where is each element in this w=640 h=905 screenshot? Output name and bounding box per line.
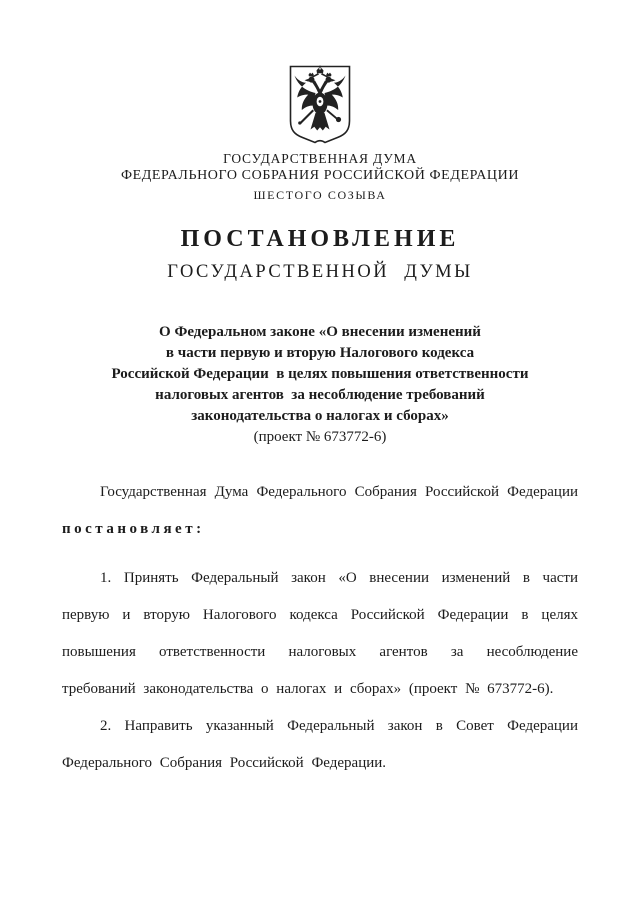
header-convocation: ШЕСТОГО СОЗЫВА [253,188,387,202]
subject-line: в части первую и вторую Налогового кодекса [165,345,475,361]
coat-of-arms [285,64,355,148]
title-duma: ГОСУДАРСТВЕННОЙ ДУМЫ [167,262,473,282]
russian-coat-of-arms-icon [285,64,355,148]
header-assembly: ФЕДЕРАЛЬНОГО СОБРАНИЯ РОССИЙСКОЙ ФЕДЕРАЦИИ [120,168,520,183]
decree-word: постановляет: [62,521,205,537]
title-resolution: ПОСТАНОВЛЕНИЕ [180,226,460,252]
subject-line: налоговых агентов за несоблюдение требований [155,387,485,403]
project-number: (проект № 673772-6) [253,429,387,445]
decree-item-1: 1. Принять Федеральный закон «О внесении изменений в части первую и вторую Налогового кодекса Российской Федерации в целях повышения ответственности налоговых агентов за несоблюдение требований законодательства о налогах и сборах» (проект № 673772-6). [62,570,578,697]
decree-intro-text: Государственная Дума Федерального Собрания Российской Федерации [100,484,578,500]
document-header [0,150,640,203]
subject-line: О Федеральном законе «О внесении изменений [159,324,481,340]
subject-line: Российской Федерации в целях повышения ответственности [111,366,529,382]
subject-line: законодательства о налогах и сборах» [191,408,449,424]
document-title [0,225,640,284]
document-body [62,474,578,782]
decree-item-2: 2. Направить указанный Федеральный закон в Совет Федерации Федерального Собрания Российской Федерации. [62,718,578,771]
subject-block [0,322,640,448]
decree-intro [62,474,578,548]
header-authority: ГОСУДАРСТВЕННАЯ ДУМА [223,151,417,166]
